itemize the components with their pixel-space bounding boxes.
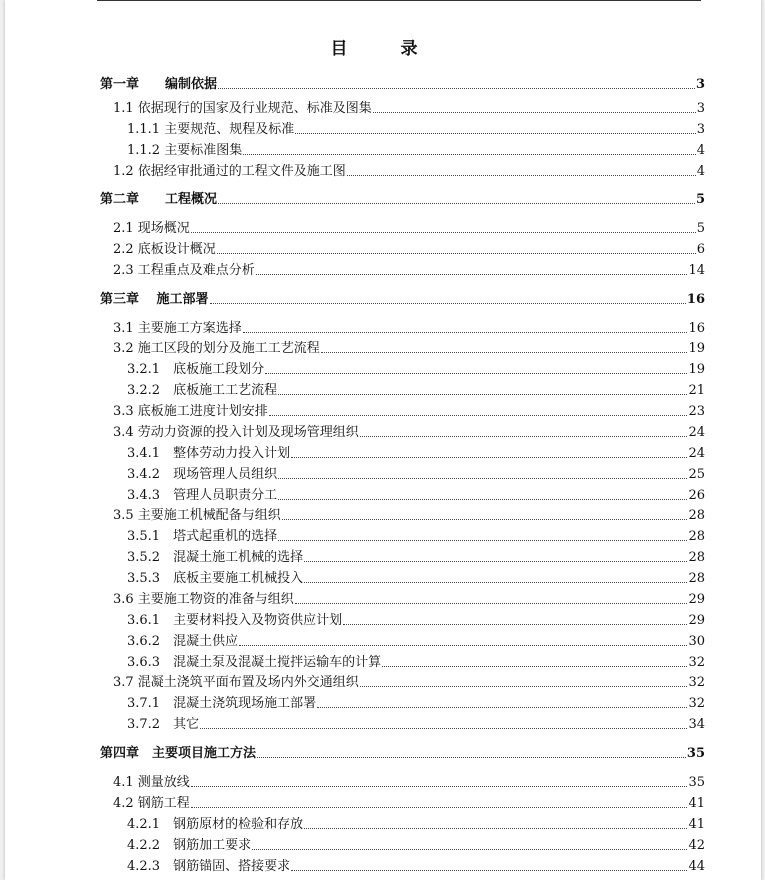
dot-leader — [191, 806, 688, 808]
toc-page-number: 32 — [688, 675, 705, 690]
dot-leader — [291, 869, 687, 871]
dot-leader — [291, 456, 687, 458]
dot-leader — [265, 372, 687, 374]
toc-entry[interactable] — [100, 163, 705, 180]
toc-entry-label: 1.1.2 主要标准图集 — [127, 143, 243, 158]
dot-leader — [295, 602, 688, 604]
toc-page-number: 25 — [688, 467, 705, 482]
toc-entry[interactable] — [100, 674, 705, 691]
toc-page-number: 6 — [696, 242, 705, 257]
header-rule — [97, 0, 701, 1]
toc-page-number: 28 — [688, 550, 705, 565]
dot-leader — [360, 435, 688, 437]
toc-entry[interactable] — [100, 445, 705, 462]
toc-entry-label: 1.1.1 主要规范、规程及标准 — [127, 122, 295, 137]
toc-entry-label: 3.5.1 塔式起重机的选择 — [127, 529, 278, 544]
toc-page-number: 16 — [686, 292, 705, 307]
toc-entry-label: 3.4 劳动力资源的投入计划及现场管理组织 — [113, 425, 359, 440]
toc-entry-label: 3.7 混凝土浇筑平面布置及场内外交通组织 — [113, 675, 359, 690]
dot-leader — [269, 414, 688, 416]
toc-entry-label: 3.6.3 混凝土泵及混凝土搅拌运输车的计算 — [127, 655, 382, 670]
toc-page-number: 14 — [688, 263, 705, 278]
dot-leader — [373, 111, 696, 113]
toc-page-number: 3 — [696, 101, 705, 116]
dot-leader — [278, 393, 687, 395]
toc-entry[interactable] — [100, 220, 705, 237]
toc-entry-label: 第三章 施工部署 — [100, 292, 209, 307]
toc-entry-label: 3.7.1 混凝土浇筑现场施工部署 — [127, 696, 317, 711]
toc-entry[interactable] — [100, 528, 705, 545]
toc-entry[interactable] — [100, 466, 705, 483]
toc-entry[interactable] — [100, 382, 705, 399]
toc-entry-label: 3.5.3 底板主要施工机械投入 — [127, 571, 304, 586]
toc-entry[interactable] — [100, 121, 705, 138]
toc-entry[interactable] — [100, 142, 705, 159]
toc-entry[interactable] — [100, 320, 705, 337]
toc-entry-label: 3.6.1 主要材料投入及物资供应计划 — [127, 613, 343, 628]
toc-page-number: 41 — [688, 796, 705, 811]
toc-entry-label: 3.5 主要施工机械配备与组织 — [113, 508, 281, 523]
toc-entry[interactable] — [100, 716, 705, 733]
toc-entry-label: 3.5.2 混凝土施工机械的选择 — [127, 550, 304, 565]
toc-entry-label: 1.2 依据经审批通过的工程文件及施工图 — [113, 164, 346, 179]
document-page — [5, 0, 761, 880]
toc-page-number: 32 — [688, 655, 705, 670]
dot-leader — [191, 231, 696, 233]
dot-leader — [218, 202, 695, 204]
toc-entry[interactable] — [100, 100, 705, 117]
dot-leader — [191, 785, 688, 787]
toc-page-number: 29 — [688, 592, 705, 607]
toc-entry-label: 3.1 主要施工方案选择 — [113, 321, 242, 336]
toc-page-number: 35 — [686, 746, 705, 761]
toc-entry[interactable] — [100, 774, 705, 791]
toc-entry[interactable] — [100, 816, 705, 833]
page-title: 目 录 — [330, 39, 436, 59]
dot-leader — [360, 685, 688, 687]
dot-leader — [243, 153, 696, 155]
dot-leader — [239, 644, 687, 646]
toc-entry-label: 3.7.2 其它 — [127, 717, 200, 732]
toc-entry-label: 3.2.2 底板施工工艺流程 — [127, 383, 278, 398]
toc-chapter-entry[interactable] — [100, 76, 705, 93]
toc-entry-label: 3.4.3 管理人员职责分工 — [127, 488, 278, 503]
toc-entry[interactable] — [100, 403, 705, 420]
toc-entry-label: 3.4.2 现场管理人员组织 — [127, 467, 278, 482]
toc-page-number: 19 — [688, 362, 705, 377]
dot-leader — [304, 827, 687, 829]
toc-entry[interactable] — [100, 507, 705, 524]
toc-entry[interactable] — [100, 837, 705, 854]
toc-page-number: 19 — [688, 341, 705, 356]
toc-entry-label: 3.2 施工区段的划分及施工工艺流程 — [113, 341, 320, 356]
toc-chapter-entry[interactable] — [100, 291, 705, 308]
dot-leader — [200, 727, 687, 729]
toc-entry[interactable] — [100, 858, 705, 875]
dot-leader — [218, 87, 695, 89]
dot-leader — [321, 351, 688, 353]
toc-entry-label: 4.1 测量放线 — [113, 775, 190, 790]
dot-leader — [295, 132, 696, 134]
toc-entry-label: 第一章 编制依据 — [100, 77, 218, 92]
toc-page-number: 32 — [688, 696, 705, 711]
dot-leader — [257, 756, 686, 758]
dot-leader — [243, 331, 688, 333]
toc-chapter-entry[interactable] — [100, 191, 705, 208]
dot-leader — [343, 623, 687, 625]
dot-leader — [278, 539, 687, 541]
dot-leader — [304, 581, 687, 583]
toc-entry-label: 4.2.3 钢筋锚固、搭接要求 — [127, 859, 291, 874]
toc-entry-label: 3.2.1 底板施工段划分 — [127, 362, 265, 377]
toc-page-number: 28 — [688, 571, 705, 586]
toc-entry-label: 3.4.1 整体劳动力投入计划 — [127, 446, 291, 461]
toc-page-number: 21 — [688, 383, 705, 398]
toc-entry[interactable] — [100, 633, 705, 650]
toc-entry-label: 4.2 钢筋工程 — [113, 796, 190, 811]
toc-entry-label: 2.3 工程重点及难点分析 — [113, 263, 255, 278]
toc-entry[interactable] — [100, 549, 705, 566]
dot-leader — [278, 477, 687, 479]
toc-page-number: 26 — [688, 488, 705, 503]
toc-entry[interactable] — [100, 361, 705, 378]
toc-page-number: 4 — [696, 143, 705, 158]
toc-entry[interactable] — [100, 570, 705, 587]
toc-entry-label: 2.1 现场概况 — [113, 221, 190, 236]
toc-page-number: 5 — [696, 221, 705, 236]
toc-entry[interactable] — [100, 262, 705, 279]
toc-entry-label: 3.3 底板施工进度计划安排 — [113, 404, 268, 419]
toc-page-number: 16 — [688, 321, 705, 336]
toc-chapter-entry[interactable] — [100, 745, 705, 762]
dot-leader — [304, 560, 687, 562]
toc-page-number: 34 — [688, 717, 705, 732]
toc-page-number: 24 — [688, 446, 705, 461]
toc-page-number: 3 — [696, 122, 705, 137]
toc-entry[interactable] — [100, 241, 705, 258]
toc-entry-label: 1.1 依据现行的国家及行业规范、标准及图集 — [113, 101, 372, 116]
toc-entry-label: 4.2.1 钢筋原材的检验和存放 — [127, 817, 304, 832]
toc-entry-label: 3.6.2 混凝土供应 — [127, 634, 239, 649]
toc-entry[interactable] — [100, 695, 705, 712]
toc-entry[interactable] — [100, 340, 705, 357]
dot-leader — [282, 518, 688, 520]
toc-entry-label: 3.6 主要施工物资的准备与组织 — [113, 592, 294, 607]
dot-leader — [252, 848, 687, 850]
toc-page-number: 5 — [695, 192, 705, 207]
dot-leader — [382, 665, 687, 667]
toc-entry[interactable] — [100, 424, 705, 441]
toc-page-number: 28 — [688, 508, 705, 523]
toc-entry[interactable] — [100, 591, 705, 608]
toc-entry[interactable] — [100, 795, 705, 812]
toc-page-number: 41 — [688, 817, 705, 832]
toc-entry-label: 第四章 主要项目施工方法 — [100, 746, 257, 761]
toc-page-number: 3 — [695, 77, 705, 92]
toc-entry-label: 第二章 工程概况 — [100, 192, 218, 207]
toc-entry[interactable] — [100, 654, 705, 671]
toc-entry-label: 4.2.2 钢筋加工要求 — [127, 838, 252, 853]
dot-leader — [278, 498, 687, 500]
toc-entry[interactable] — [100, 487, 705, 504]
toc-page-number: 4 — [696, 164, 705, 179]
toc-page-number: 24 — [688, 425, 705, 440]
toc-page-number: 28 — [688, 529, 705, 544]
toc-page-number: 30 — [688, 634, 705, 649]
toc-page-number: 44 — [688, 859, 705, 874]
dot-leader — [347, 174, 696, 176]
dot-leader — [210, 302, 686, 304]
toc-page-number: 29 — [688, 613, 705, 628]
dot-leader — [317, 706, 687, 708]
toc-entry-label: 2.2 底板设计概况 — [113, 242, 216, 257]
toc-page-number: 35 — [688, 775, 705, 790]
dot-leader — [256, 273, 688, 275]
toc-page-number: 23 — [688, 404, 705, 419]
dot-leader — [217, 252, 696, 254]
toc-entry[interactable] — [100, 612, 705, 629]
toc-page-number: 42 — [688, 838, 705, 853]
